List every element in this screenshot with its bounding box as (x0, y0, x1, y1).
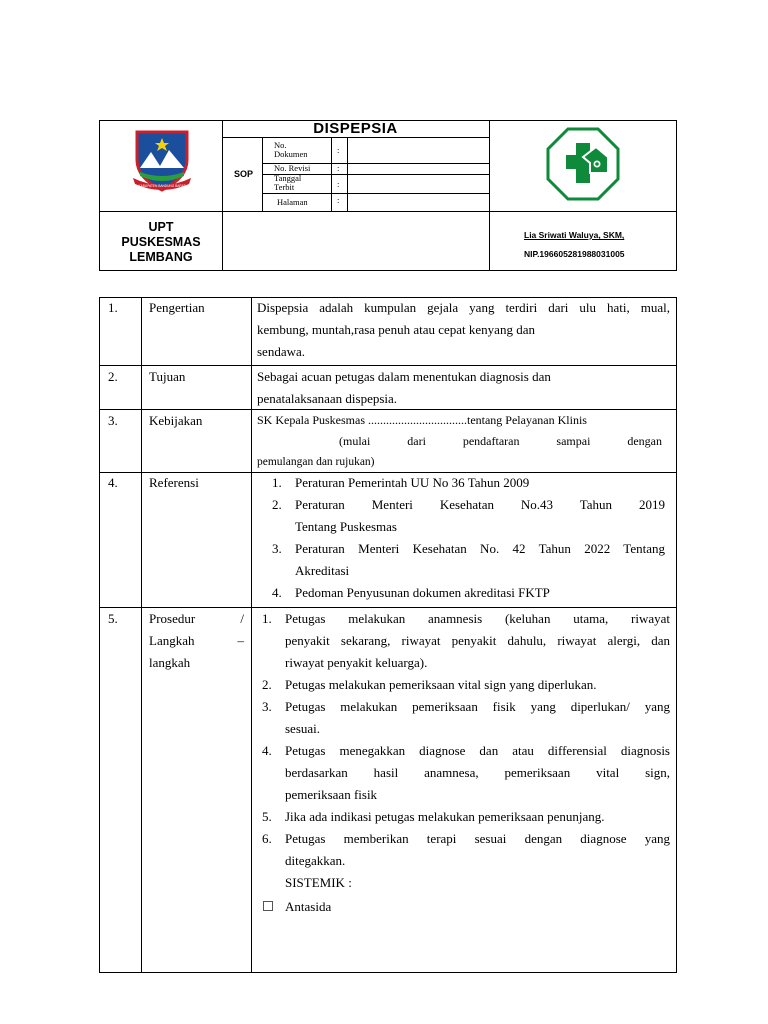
reference-list (272, 472, 665, 604)
field-separator: : (337, 195, 340, 205)
procedure-steps (262, 608, 670, 918)
row-number: 1. (108, 300, 118, 315)
signer-name: Lia Sriwati Waluya, SKM, (524, 230, 625, 240)
row-number: 4. (108, 475, 118, 490)
organization-name (100, 220, 222, 265)
row-number: 5. (108, 611, 118, 626)
checkbox-bullet-icon (263, 901, 273, 911)
field-no-dokumen-label: No. Dokumen (274, 140, 308, 159)
field-tanggal-terbit-label: Tanggal Terbit (274, 173, 302, 192)
row-number: 3. (108, 413, 118, 428)
list-item: 1. Peraturan Pemerintah UU No 36 Tahun 2009 (272, 475, 530, 490)
org-line: UPT (148, 220, 174, 234)
org-line: LEMBANG (129, 250, 193, 264)
sop-label: SOP (234, 169, 254, 179)
emblem-ribbon-text: KABUPATEN BANDUNG BARAT (138, 184, 186, 188)
list-item: 3. Peraturan Menteri Kesehatan No. 42 Tahun 2022 Tentang Akreditasi (272, 541, 665, 578)
document-title: DISPEPSIA (313, 120, 398, 137)
row-number: 2. (108, 369, 118, 384)
list-item: 6. Petugas memberikan terapi sesuai dengan diagnose yang ditegakkan. (262, 831, 670, 868)
list-item: 2. Peraturan Menteri Kesehatan No.43 Tahun 2019 Tentang Puskesmas (272, 497, 665, 534)
signer-nip: NIP.196605281988031005 (524, 249, 625, 259)
field-halaman-label: Halaman (277, 197, 308, 207)
org-line: PUSKESMAS (121, 235, 201, 249)
field-separator: : (337, 145, 340, 155)
list-item: 2. Petugas melakukan pemeriksaan vital sign yang diperlukan. (262, 677, 597, 692)
row-title: Tujuan (149, 369, 186, 384)
row-content: SK Kepala Puskesmas .................................tentang Pelayanan Klinis (mulai dari pendaftaran sampai dengan pemulangan dan rujukan) (257, 413, 662, 468)
row-title: Prosedur / Langkah – langkah (149, 611, 244, 670)
field-no-revisi-label: No. Revisi (274, 163, 311, 173)
list-item: 5. Jika ada indikasi petugas melakukan pemeriksaan penunjang. (262, 809, 605, 824)
row-title: Pengertian (149, 300, 205, 315)
row-title: Kebijakan (149, 413, 203, 428)
kemenkes-logo (546, 127, 620, 201)
sub-heading: SISTEMIK : (285, 875, 352, 890)
row-content: Sebagai acuan petugas dalam menentukan diagnosis dan penatalaksanaan dispepsia. (257, 369, 551, 406)
list-item: 3. Petugas melakukan pemeriksaan fisik yang diperlukan/ yang sesuai. (262, 699, 670, 736)
list-item: 4. Pedoman Penyusunan dokumen akreditasi FKTP (272, 585, 550, 600)
field-separator: : (337, 179, 340, 189)
field-separator: : (337, 163, 340, 173)
bullet-item: Antasida (262, 896, 670, 918)
regency-emblem-logo (127, 126, 197, 196)
list-item: 4. Petugas menegakkan diagnose dan atau differensial diagnosis berdasarkan hasil anamnesa, pemeriksaan vital sign, pemeriksaan fisik (262, 743, 670, 802)
row-content: Dispepsia adalah kumpulan gejala yang terdiri dari ulu hati, mual, kembung, muntah,rasa penuh atau cepat kenyang dan sendawa. (257, 300, 670, 359)
row-title: Referensi (149, 475, 199, 490)
list-item: 1. Petugas melakukan anamnesis (keluhan utama, riwayat penyakit sekarang, riwayat penyakit dahulu, riwayat alergi, dan riwayat penyakit keluarga). (262, 611, 670, 670)
